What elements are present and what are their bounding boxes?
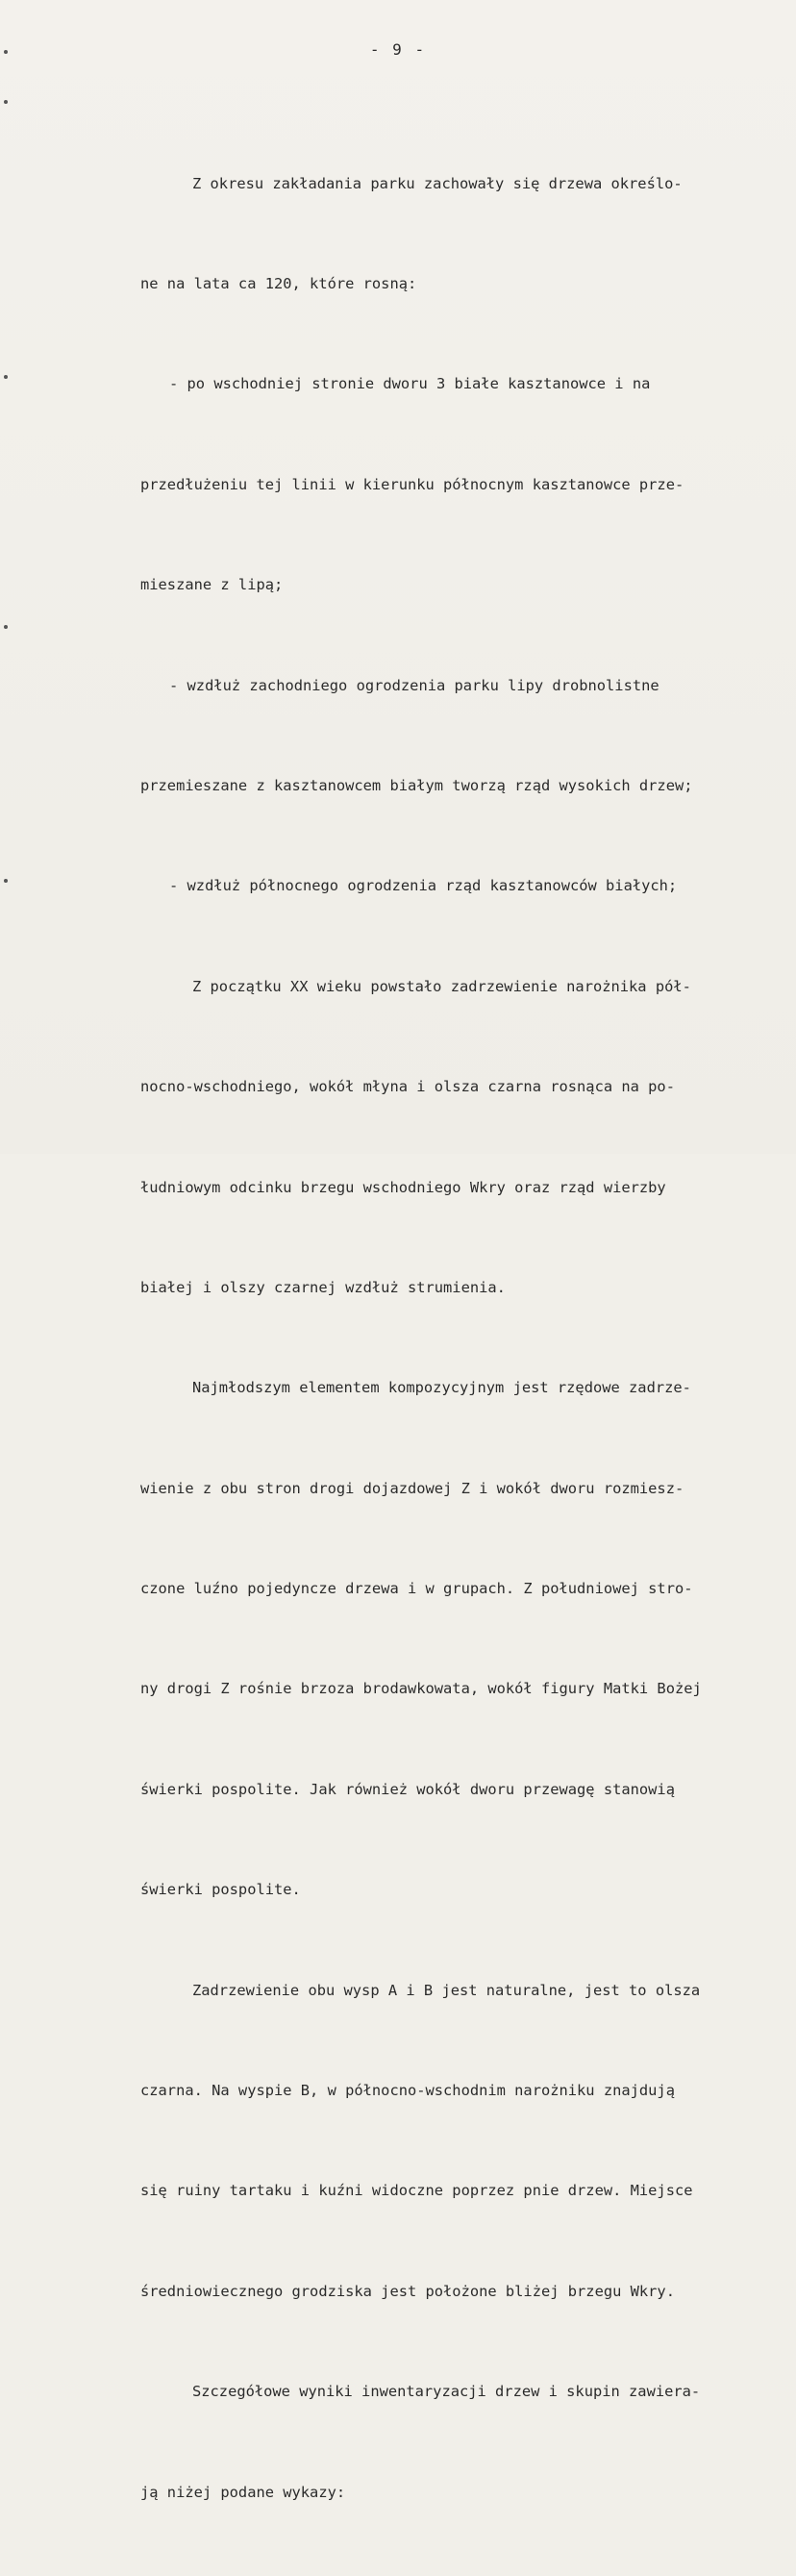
- text-line: czarna. Na wyspie B, w północno-wschodnim narożniku znajdują: [140, 2082, 675, 2100]
- text-line: ją niżej podane wykazy:: [140, 2483, 346, 2501]
- text-line: świerki pospolite. Jak również wokół dworu przewagę stanowią: [140, 1780, 675, 1798]
- scan-mark: [4, 50, 8, 54]
- text-line: ny drogi Z rośnie brzoza brodawkowata, wokół figury Matki Bożej: [140, 1680, 702, 1698]
- text-line: się ruiny tartaku i kuźni widoczne poprzez pnie drzew. Miejsce: [140, 2182, 693, 2200]
- text-line: białej i olszy czarnej wzdłuż strumienia.: [140, 1278, 506, 1296]
- page-number: - 9 -: [369, 40, 427, 59]
- text-line: - wzdłuż zachodniego ogrodzenia parku lipy drobnolistne: [169, 676, 659, 694]
- text-line: czone luźno pojedyncze drzewa i w grupach. Z południowej stro-: [140, 1580, 693, 1598]
- body-text: [0, 100, 796, 2576]
- text-line: Z początku XX wieku powstało zadrzewienie narożnika pół-: [192, 977, 691, 995]
- text-line: wienie z obu stron drogi dojazdowej Z i wokół dworu rozmiesz-: [140, 1479, 684, 1497]
- text-line: świerki pospolite.: [140, 1881, 301, 1899]
- text-line: ne na lata ca 120, które rosną:: [140, 274, 417, 292]
- text-line: Szczegółowe wyniki inwentaryzacji drzew i skupin zawiera-: [192, 2383, 701, 2401]
- text-line: - wzdłuż północnego ogrodzenia rząd kasztanowców białych;: [169, 877, 678, 895]
- scan-mark: [4, 375, 8, 379]
- scan-mark: [4, 625, 8, 629]
- text-line: mieszane z lipą;: [140, 576, 284, 594]
- text-line: - po wschodniej stronie dworu 3 białe kasztanowce i na: [169, 375, 651, 393]
- text-line: Zadrzewienie obu wysp A i B jest naturalne, jest to olsza: [192, 1981, 701, 1999]
- text-line: łudniowym odcinku brzegu wschodniego Wkry oraz rząd wierzby: [140, 1178, 666, 1196]
- scan-mark: [4, 100, 8, 104]
- text-line: Najmłodszym elementem kompozycyjnym jest rzędowe zadrze-: [192, 1379, 691, 1397]
- text-line: przedłużeniu tej linii w kierunku północnym kasztanowce prze-: [140, 475, 684, 493]
- text-line: średniowiecznego grodziska jest położone bliżej brzegu Wkry.: [140, 2282, 675, 2300]
- text-line: Z okresu zakładania parku zachowały się drzewa określo-: [192, 174, 683, 192]
- text-line: przemieszane z kasztanowcem białym tworzą rząd wysokich drzew;: [140, 776, 693, 794]
- scan-mark: [4, 879, 8, 883]
- text-line: nocno-wschodniego, wokół młyna i olsza czarna rosnąca na po-: [140, 1078, 675, 1096]
